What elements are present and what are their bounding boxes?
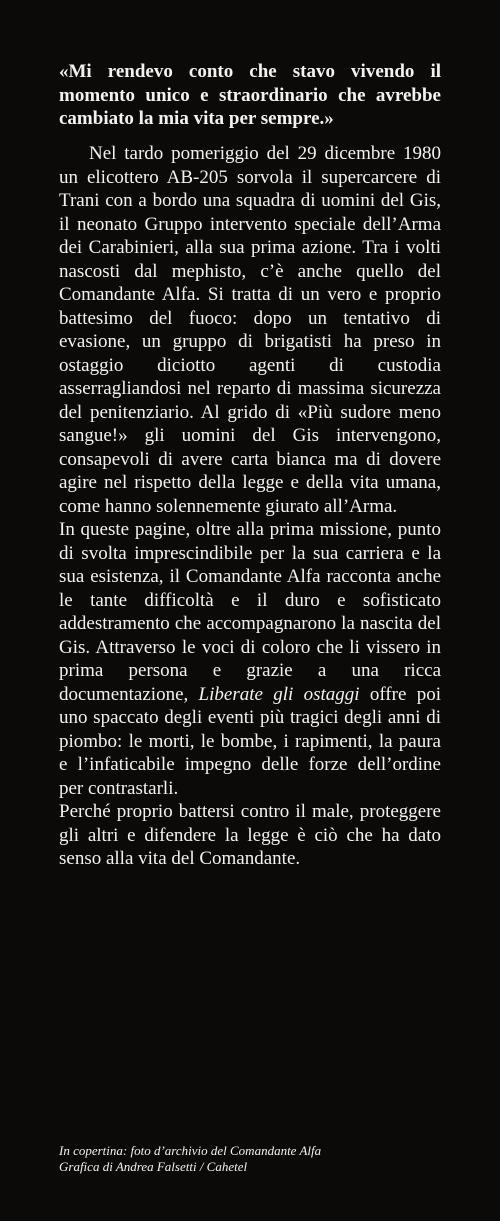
paragraph-2-end: offre poi uno spaccato degli eventi più tragici degli anni di piombo: le morti, le bombe, i rapimenti, la paura e l’infaticabile impegno delle forze dell’ordine per contrastarli. <box>59 683 441 799</box>
paragraph-2 <box>59 518 441 800</box>
paragraph-3: Perché proprio battersi contro il male, proteggere gli altri e difendere la legge è ciò che ha dato senso alla vita del Comandante. <box>59 801 441 869</box>
pull-quote: «Mi rendevo conto che stavo vivendo il momento unico e straordinario che avrebbe cambiato la mia vita per sempre.» <box>59 61 441 129</box>
book-title: Liberate gli ostaggi <box>198 683 360 705</box>
blurb-text <box>59 142 441 871</box>
graphics-credit: Grafica di Andrea Falsetti / Cahetel <box>59 1158 248 1174</box>
cover-credit: In copertina: foto d’archivio del Comandante Alfa <box>59 1143 322 1158</box>
paragraph-2-start: In queste pagine, oltre alla prima missione, punto di svolta imprescindibile per la sua carriera e la sua esistenza, il Comandante Alfa racconta anche le tante difficoltà e il duro e sofisticato addestramento che accompagnarono la nascita del Gis. Attraverso le voci di coloro che li vissero in prima persona e grazie a una ricca documentazione, <box>59 519 441 705</box>
credits <box>59 1143 459 1174</box>
paragraph-1: Nel tardo pomeriggio del 29 dicembre 1980 un elicottero AB-205 sorvola il supercarcere di Trani con a bordo una squadra di uomini del Gis, il neonato Gruppo intervento speciale dell’Arma dei Carabinieri, alla sua prima azione. Tra i volti nascosti dal mephisto, c’è anche quello del Comandante Alfa. Si tratta di un vero e proprio battesimo del fuoco: dopo un tentativo di evasione, un gruppo di brigatisti ha preso in ostaggio diciotto agenti di custodia asserragliandosi nel reparto di massima sicurezza del penitenziario. Al grido di «Più sudore meno sangue!» gli uomini del Gis intervengono, consapevoli di avere carta bianca ma di dovere agire nel rispetto della legge e della vita umana, come hanno solennemente giurato all’Arma. <box>59 143 441 517</box>
